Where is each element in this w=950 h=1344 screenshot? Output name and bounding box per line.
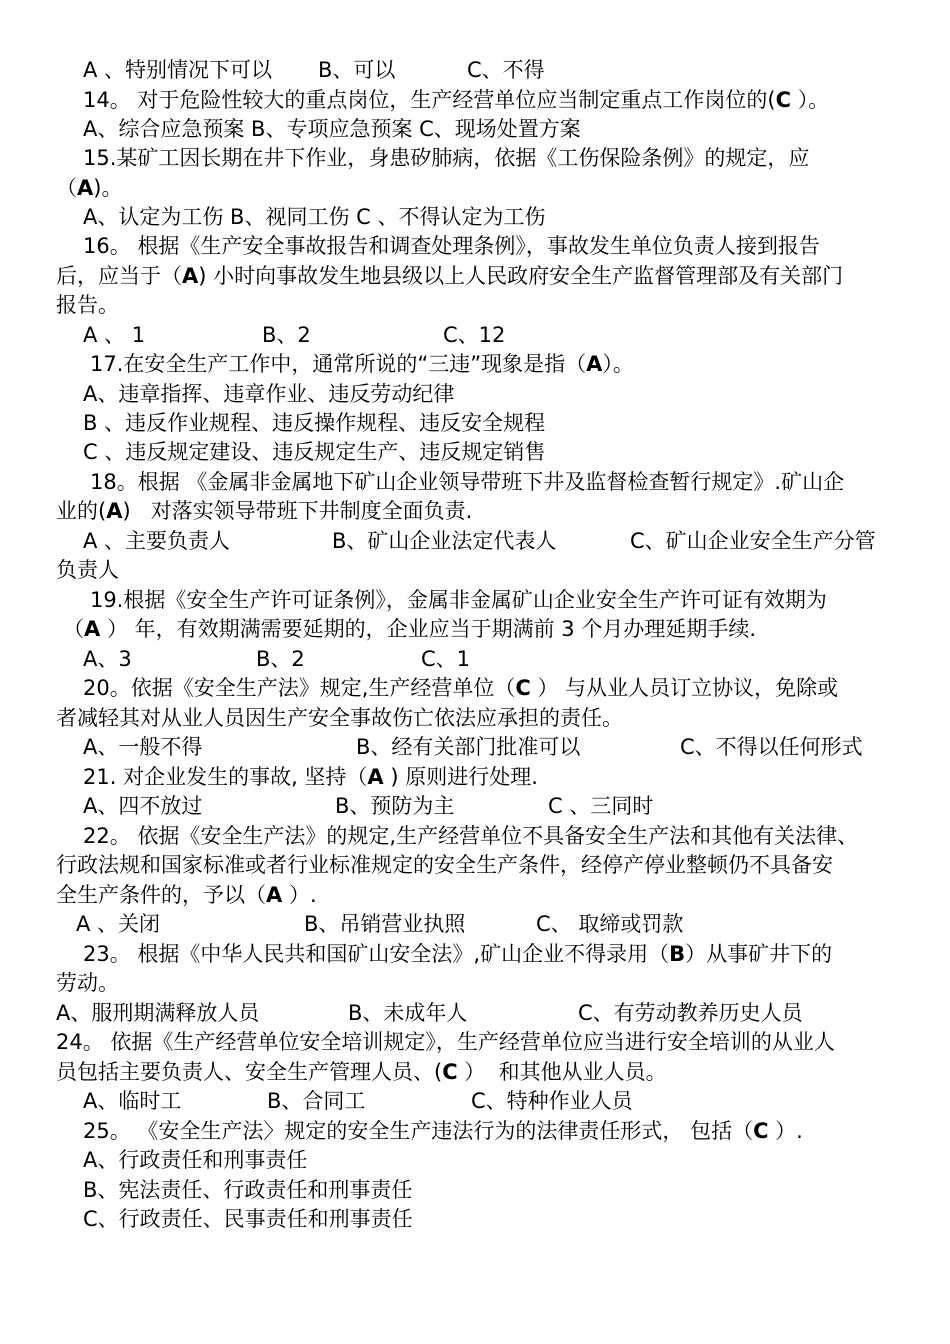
- option-text: B、可以: [318, 58, 396, 82]
- text-fragment: ） 和其他从业人员。: [457, 1060, 667, 1084]
- option-text: A 、特别情况下可以: [83, 58, 273, 82]
- text-line: [0, 792, 950, 821]
- text-line: [0, 1028, 950, 1057]
- text-fragment: 22。 依据《安全生产法》的规定,生产经营单位不具备安全生产法和其他有关法律、: [83, 824, 859, 848]
- text-line: [0, 144, 950, 173]
- text-fragment: A、行政责任和刑事责任: [83, 1148, 308, 1172]
- text-line: [0, 497, 950, 526]
- text-fragment: A、综合应急预案 B、专项应急预案 C、现场处置方案: [83, 117, 581, 141]
- text-line: [0, 851, 950, 880]
- line-text: [83, 1205, 413, 1234]
- text-line: [0, 704, 950, 733]
- text-fragment: C 、违反规定建设、违反规定生产、违反规定销售: [83, 440, 546, 464]
- text-line: [0, 1176, 950, 1205]
- line-text: [83, 232, 820, 261]
- text-line: [0, 291, 950, 320]
- line-text: [83, 1146, 307, 1175]
- text-fragment: 20。依据《安全生产法》规定,生产经营单位（: [83, 676, 516, 700]
- text-line: [0, 969, 950, 998]
- line-text: [56, 262, 843, 291]
- option-text: B、2: [262, 323, 311, 347]
- text-fragment: 21. 对企业发生的事故, 坚持（: [83, 765, 368, 789]
- text-line: [0, 350, 950, 379]
- option-text: A、临时工: [83, 1089, 182, 1113]
- text-line: [0, 910, 950, 939]
- text-line: [0, 940, 950, 969]
- text-fragment: （: [56, 176, 77, 200]
- text-line: [0, 321, 950, 350]
- option-text: A、四不放过: [83, 794, 203, 818]
- option-text: C、1: [421, 647, 471, 671]
- text-line: [0, 409, 950, 438]
- answer-letter: A: [367, 765, 384, 789]
- text-line: [0, 115, 950, 144]
- text-fragment: 后，应当于（: [56, 264, 182, 288]
- line-text: [56, 497, 472, 526]
- line-text: [83, 144, 809, 173]
- text-fragment: 25。 《安全生产法〉规定的安全生产违法行为的法律责任形式， 包括（: [83, 1119, 754, 1143]
- text-line: [0, 733, 950, 762]
- option-text: A 、主要负责人: [83, 529, 231, 553]
- text-fragment: 18。根据 《金属非金属地下矿山企业领导带班下井及监督检查暂行规定》.矿山企: [90, 470, 845, 494]
- option-text: C、不得以任何形式: [680, 735, 863, 759]
- text-line: [0, 586, 950, 615]
- text-fragment: A、认定为工伤 B、视同工伤 C 、不得认定为工伤: [83, 205, 546, 229]
- text-line: [0, 468, 950, 497]
- line-text: [56, 556, 119, 585]
- text-line: [0, 203, 950, 232]
- text-line: [0, 174, 950, 203]
- text-fragment: 者减轻其对从业人员因生产安全事故伤亡依法应承担的责任。: [56, 706, 623, 730]
- line-text: [83, 822, 858, 851]
- text-fragment: 行政法规和国家标准或者行业标准规定的安全生产条件，经停产停业整顿仍不具备安: [56, 853, 833, 877]
- text-fragment: ） 与从业人员订立协议，免除或: [530, 676, 839, 700]
- line-text: [83, 940, 832, 969]
- answer-letter: A: [84, 617, 101, 641]
- text-line: [0, 1205, 950, 1234]
- text-fragment: B 、违反作业规程、违反操作规程、违反安全规程: [83, 411, 546, 435]
- line-text: [83, 1117, 803, 1146]
- line-text: [56, 174, 122, 203]
- text-fragment: 全生产条件的，予以（: [56, 883, 266, 907]
- text-line: [0, 881, 950, 910]
- text-line: [0, 438, 950, 467]
- text-fragment: ）。: [602, 352, 634, 376]
- text-fragment: ） 年，有效期满需要延期的，企业应当于期满前 3 个月办理延期手续.: [100, 617, 757, 641]
- text-line: [0, 262, 950, 291]
- line-text: [56, 1058, 667, 1087]
- text-line: [0, 380, 950, 409]
- text-fragment: ) 原则进行处理.: [383, 765, 538, 789]
- option-text: C、不得: [467, 58, 545, 82]
- text-line: [0, 56, 950, 85]
- option-text: B、预防为主: [335, 794, 455, 818]
- option-text: C、特种作业人员: [471, 1089, 633, 1113]
- line-text: [83, 380, 454, 409]
- option-text: C、 取缔或罚款: [536, 912, 684, 936]
- option-text: B、矿山企业法定代表人: [332, 529, 557, 553]
- answer-letter: A: [182, 264, 199, 288]
- text-fragment: B、宪法责任、行政责任和刑事责任: [83, 1178, 413, 1202]
- text-line: [0, 556, 950, 585]
- line-text: [83, 409, 545, 438]
- text-line: [0, 527, 950, 556]
- line-text: [83, 115, 581, 144]
- line-text: [56, 704, 623, 733]
- line-text: [56, 851, 833, 880]
- option-text: B、吊销营业执照: [304, 912, 466, 936]
- option-text: A、3: [83, 647, 132, 671]
- option-text: B、经有关部门批准可以: [356, 735, 581, 759]
- text-fragment: C、行政责任、民事责任和刑事责任: [83, 1207, 413, 1231]
- text-line: [0, 615, 950, 644]
- line-text: [83, 86, 829, 115]
- text-line: [0, 822, 950, 851]
- text-fragment: ）从事矿井下的: [685, 942, 833, 966]
- line-text: [56, 1028, 835, 1057]
- text-line: [0, 999, 950, 1028]
- text-fragment: 负责人: [56, 558, 119, 582]
- text-fragment: 16。 根据《生产安全事故报告和调查处理条例》，事故发生单位负责人接到报告: [83, 234, 820, 258]
- line-text: [56, 291, 119, 320]
- text-fragment: 员包括主要负责人、安全生产管理人员、(: [56, 1060, 443, 1084]
- text-line: [0, 1087, 950, 1116]
- line-text: [90, 586, 827, 615]
- text-line: [0, 674, 950, 703]
- text-fragment: 24。 依据《生产经营单位安全培训规定》，生产经营单位应当进行安全培训的从业人: [56, 1030, 835, 1054]
- option-text: A 、 1: [83, 323, 146, 347]
- text-line: [0, 1058, 950, 1087]
- text-fragment: 业的(: [56, 499, 107, 523]
- line-text: [83, 438, 545, 467]
- line-text: [56, 969, 119, 998]
- line-text: [83, 1176, 412, 1205]
- text-line: [0, 232, 950, 261]
- option-text: B、未成年人: [348, 1001, 468, 1025]
- line-text: [56, 881, 317, 910]
- answer-letter: A: [77, 176, 94, 200]
- option-text: C、12: [443, 323, 506, 347]
- text-fragment: 报告。: [56, 293, 119, 317]
- text-fragment: A、违章指挥、违章作业、违反劳动纪律: [83, 382, 455, 406]
- answer-letter: C: [515, 676, 531, 700]
- option-text: C、有劳动教养历史人员: [578, 1001, 803, 1025]
- option-text: B、合同工: [267, 1089, 366, 1113]
- text-fragment: ）.: [768, 1119, 803, 1143]
- option-text: A 、关闭: [76, 912, 161, 936]
- answer-letter: A: [266, 883, 283, 907]
- answer-letter: A: [586, 352, 603, 376]
- text-fragment: ）.: [282, 883, 317, 907]
- line-text: [63, 615, 756, 644]
- line-text: [83, 763, 538, 792]
- text-fragment: ) 小时向事故发生地县级以上人民政府安全生产监督管理部及有关部门: [198, 264, 844, 288]
- text-fragment: ）。: [791, 88, 830, 112]
- text-line: [0, 645, 950, 674]
- answer-letter: C: [775, 88, 792, 112]
- option-text: C 、三同时: [548, 794, 654, 818]
- answer-letter: C: [753, 1119, 769, 1143]
- option-text: C、矿山企业安全生产分管: [630, 529, 876, 553]
- text-fragment: 劳动。: [56, 971, 119, 995]
- text-fragment: ) 对落实领导带班下井制度全面负责.: [122, 499, 473, 523]
- text-fragment: 15.某矿工因长期在井下作业，身患矽肺病，依据《工伤保险条例》的规定，应: [83, 146, 810, 170]
- line-text: [90, 350, 634, 379]
- option-text: A、服刑期满释放人员: [56, 1001, 260, 1025]
- option-text: B、2: [256, 647, 305, 671]
- text-fragment: 14。 对于危险性较大的重点岗位，生产经营单位应当制定重点工作岗位的(: [83, 88, 776, 112]
- text-fragment: 17.在安全生产工作中，通常所说的“三违”现象是指（: [90, 352, 587, 376]
- text-fragment: 23。 根据《中华人民共和国矿山安全法》,矿山企业不得录用（: [83, 942, 670, 966]
- text-fragment: 19.根据《安全生产许可证条例》，金属非金属矿山企业安全生产许可证有效期为: [90, 588, 827, 612]
- line-text: [83, 674, 838, 703]
- text-line: [0, 763, 950, 792]
- option-text: A、一般不得: [83, 735, 203, 759]
- text-line: [0, 86, 950, 115]
- answer-letter: A: [106, 499, 123, 523]
- text-line: [0, 1146, 950, 1175]
- text-line: [0, 1117, 950, 1146]
- text-fragment: )。: [93, 176, 123, 200]
- line-text: [83, 203, 545, 232]
- text-fragment: （: [63, 617, 84, 641]
- answer-letter: B: [669, 942, 686, 966]
- line-text: [90, 468, 844, 497]
- answer-letter: C: [442, 1060, 458, 1084]
